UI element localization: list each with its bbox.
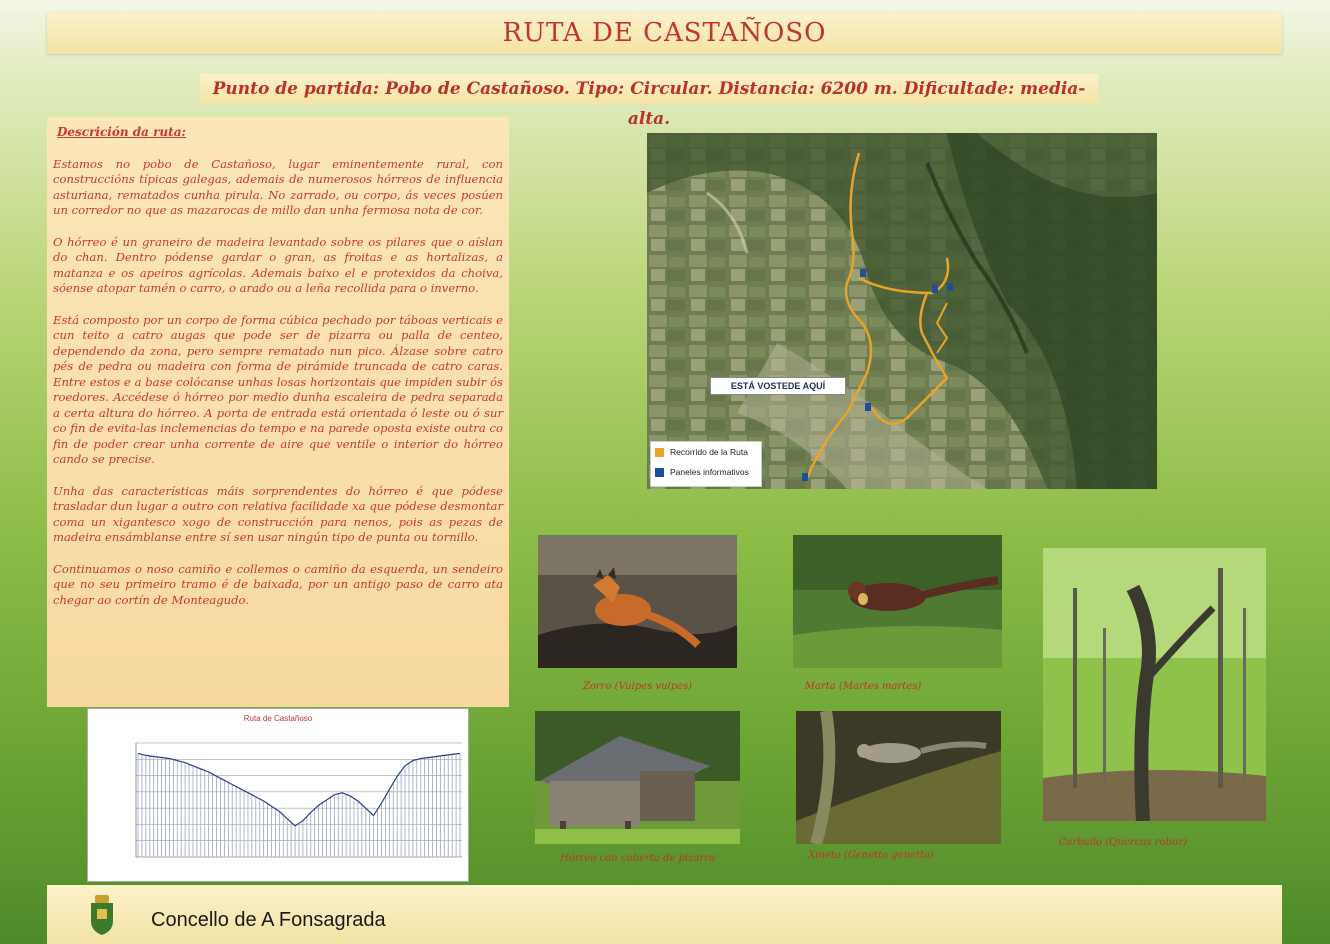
oak-photo <box>1043 548 1266 821</box>
horreo-caption: Hórreo con cuberta de pizarra <box>560 853 715 864</box>
description-paragraph: Estamos no pobo de Castañoso, lugar eminentemente rural, con construccións típicas galegas, ademais de numerosos hórreos de influencia asturiana, rematados cunha pirula. No zarrado, ou corpo, ás veces posúen un corredor no que as mazarocas de millo dan unha fermosa nota de cor. <box>53 156 503 217</box>
municipality-crest-icon <box>89 895 115 935</box>
description-paragraph: Continuamos o noso camiño e collemos o camiño da esquerda, un sendeiro que no seu primeiro tramo é de baixada, por un antigo paso de carro ata chegar ao cortín de Monteagudo. <box>53 561 503 607</box>
fox-caption: Zorro (Vulpes vulpes) <box>582 681 693 692</box>
route-info-banner <box>200 74 1098 129</box>
route-info-text: Punto de partida: Pobo de Castañoso. Tipo: Circular. Distancia: 6200 m. Dificultade: media-alta. <box>212 79 1086 129</box>
chart-series <box>138 753 460 857</box>
horreo-image <box>535 711 740 844</box>
you-are-here-label: ESTÁ VOSTEDE AQUÍ <box>710 377 846 395</box>
map-legend <box>650 441 762 487</box>
genet-photo <box>796 711 1001 844</box>
elevation-chart-svg <box>88 709 468 881</box>
marten-caption: Marta (Martes martes) <box>804 681 922 692</box>
description-paragraph: Está composto por un corpo de forma cúbica pechado por táboas verticais e cun teito a catro augas que pode ser de pizarra ou palla de centeo, dependendo da zona, pero sempre rematado nun pico. Álzase sobre catro pés de pedra ou madeira con forma de pirámide truncada de catro caras. Entre estos e a base colócanse unhas losas horizontais que impiden subir ós roedores. Accédese ó hórreo por medio dunha escaleira de pedra separada a certa altura do hórreo. A porta de entrada está orientada ó leste ou ó sur co fin de evita-las inclemencias do tempo e na parede oposta existe outra co fin de poder crear unha corrente de aire que ventile o interior do hórreo cando se precise. <box>53 312 503 466</box>
title-banner <box>47 12 1282 54</box>
footer-banner <box>47 885 1282 944</box>
marten-photo <box>793 535 1002 668</box>
legend-route-label: Recorrido de la Ruta <box>670 447 748 457</box>
marten-image <box>793 535 1002 668</box>
description-paragraph: O hórreo é un graneiro de madeira levantado sobre os pilares que o aíslan do chan. Dentro pódense gardar o gran, as froitas e as hortalizas, a matanza e os apeiros agrícolas. Ademais baixo el e protexidos da choiva, sóense atopar tamén o carro, o arado ou a leña recollida para o inverno. <box>53 234 503 295</box>
page-title: RUTA DE CASTAÑOSO <box>502 18 827 48</box>
description-paragraph: Unha das características máis sorprendentes do hórreo é que pódese trasladar dun lugar a outro con relativa facilidade xa que pódese desmontar coma un xigantesco xogo de construcción para nenos, pois as pezas de madeira ensámblanse entre sí sen usar ningún tipo de punta ou tornillo. <box>53 483 503 544</box>
route-legend-swatch <box>655 448 664 457</box>
municipality-name: Concello de A Fonsagrada <box>151 909 386 931</box>
legend-row <box>651 462 761 482</box>
elevation-profile-chart <box>87 708 469 882</box>
legend-panels-label: Paneles informativos <box>670 467 749 477</box>
oak-caption: Carballo (Quercus robur) <box>1058 837 1188 848</box>
elevation-line <box>138 753 460 826</box>
route-map <box>647 133 1157 489</box>
legend-row <box>651 442 761 462</box>
horreo-photo <box>535 711 740 844</box>
chart-title: Ruta de Castañoso <box>243 714 313 723</box>
description-heading: Descrición da ruta: <box>57 125 186 139</box>
fox-photo <box>538 535 737 668</box>
route-description-panel <box>47 117 509 707</box>
info-panel-legend-swatch <box>655 468 664 477</box>
fox-image <box>538 535 737 668</box>
oak-forest-image <box>1043 548 1266 821</box>
genet-image <box>796 711 1001 844</box>
genet-caption: Xineta (Genetta genetta) <box>808 850 934 861</box>
aerial-map-image <box>647 133 1157 489</box>
